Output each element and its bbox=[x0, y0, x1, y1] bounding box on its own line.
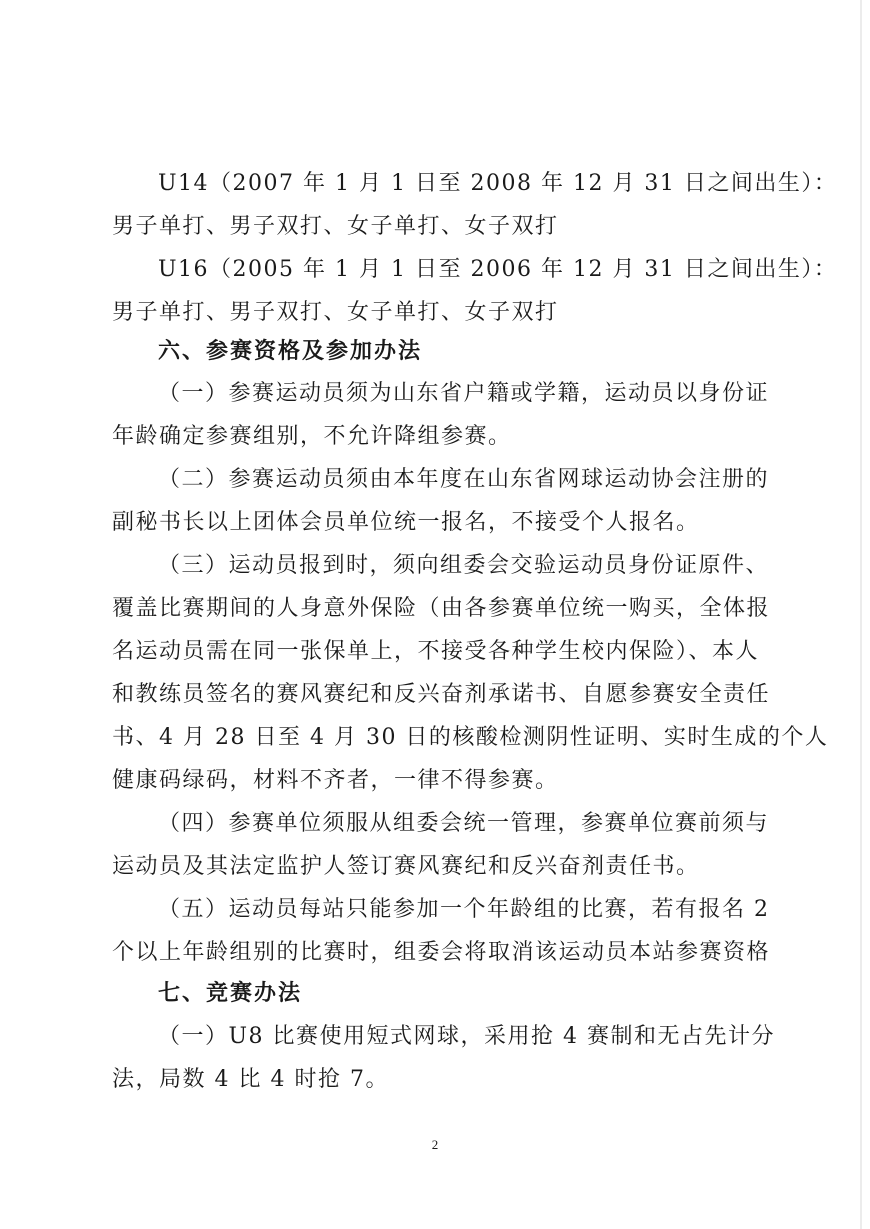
paragraph-line: 年龄确定参赛组别，不允许降组参赛。 bbox=[112, 424, 512, 449]
section-heading-six: 六、参赛资格及参加办法 bbox=[158, 339, 423, 364]
paragraph-line: （一）参赛运动员须为山东省户籍或学籍，运动员以身份证 bbox=[158, 381, 770, 406]
paragraph-line: 法，局数 4 比 4 时抢 7。 bbox=[112, 1067, 389, 1092]
paragraph-line: 运动员及其法定监护人签订赛风赛纪和反兴奋剂责任书。 bbox=[112, 854, 700, 879]
paragraph-line: 和教练员签名的赛风赛纪和反兴奋剂承诺书、自愿参赛安全责任 bbox=[112, 682, 771, 707]
paragraph-line: （四）参赛单位须服从组委会统一管理，参赛单位赛前须与 bbox=[158, 811, 770, 836]
u16-eligibility-line: U16（2005 年 1 月 1 日至 2006 年 12 月 31 日之间出生）： bbox=[158, 257, 838, 282]
paragraph-line: （五）运动员每站只能参加一个年龄组的比赛，若有报名 2 bbox=[158, 897, 770, 922]
section-heading-seven: 七、竞赛办法 bbox=[158, 981, 303, 1006]
page-number: 2 bbox=[431, 1137, 439, 1152]
paragraph-line: （一）U8 比赛使用短式网球，采用抢 4 赛制和无占先计分 bbox=[158, 1024, 776, 1049]
paragraph-line: 覆盖比赛期间的人身意外保险（由各参赛单位统一购买，全体报 bbox=[112, 596, 771, 621]
u16-events-line: 男子单打、男子双打、女子单打、女子双打 bbox=[112, 300, 559, 325]
paragraph-line: （二）参赛运动员须由本年度在山东省网球运动协会注册的 bbox=[158, 467, 770, 492]
paragraph-line: 名运动员需在同一张保单上，不接受各种学生校内保险）、本人 bbox=[112, 639, 760, 664]
u14-events-line: 男子单打、男子双打、女子单打、女子双打 bbox=[112, 214, 559, 239]
page-edge-shadow bbox=[860, 0, 862, 1229]
paragraph-line: （三）运动员报到时，须向组委会交验运动员身份证原件、 bbox=[158, 553, 770, 578]
paragraph-line: 副秘书长以上团体会员单位统一报名，不接受个人报名。 bbox=[112, 510, 700, 535]
u14-eligibility-line: U14（2007 年 1 月 1 日至 2008 年 12 月 31 日之间出生）： bbox=[158, 171, 838, 196]
paragraph-line: 个以上年龄组别的比赛时，组委会将取消该运动员本站参赛资格 bbox=[112, 940, 771, 965]
paragraph-line: 书、4 月 28 日至 4 月 30 日的核酸检测阴性证明、实时生成的个人 bbox=[112, 725, 829, 750]
paragraph-line: 健康码绿码，材料不齐者，一律不得参赛。 bbox=[112, 768, 559, 793]
